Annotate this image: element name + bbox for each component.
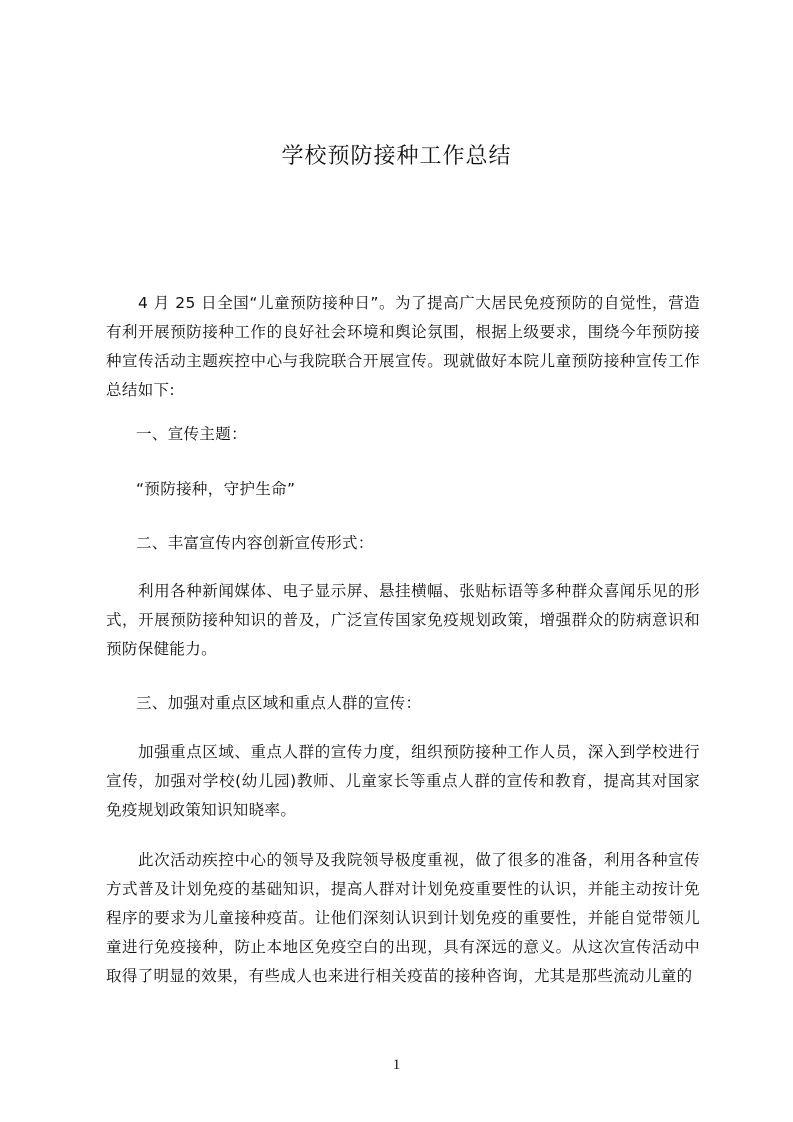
section-3-paragraph: 加强重点区域、重点人群的宣传力度，组织预防接种工作人员，深入到学校进行宣传，加强对学校(幼儿园)教师、儿童家长等重点人群的宣传和教育，提高其对国家免疫规划政策知识知晓率。 (106, 743, 700, 819)
section-1-heading: 一、宣传主题： (136, 425, 247, 443)
section-1-theme: “预防接种，守护生命” (136, 480, 296, 498)
section-3-heading: 三、加强对重点区域和重点人群的宣传： (136, 694, 422, 712)
document-title: 学校预防接种工作总结 (281, 144, 512, 169)
section-2-heading: 二、丰富宣传内容创新宣传形式： (136, 534, 374, 552)
closing-paragraph: 此次活动疾控中心的领导及我院领导极度重视，做了很多的准备，利用各种宣传方式普及计划免疫的基础知识，提高人群对计划免疫重要性的认识，并能主动按计免程序的要求为儿童接种疫苗。让他们深刻认识到计划免疫的重要性，并能自觉带领儿童进行免疫接种，防止本地区免疫空白的出现，具有深远的意义。从这次宣传活动中取得了明显的效果，有些成人也来进行相关疫苗的接种咨询，尤其是那些流动儿童的 (106, 851, 700, 985)
page-number: 1 (392, 1057, 401, 1073)
section-2-paragraph: 利用各种新闻媒体、电子显示屏、悬挂横幅、张贴标语等多种群众喜闻乐见的形式，开展预防接种知识的普及，广泛宣传国家免疫规划政策，增强群众的防病意识和预防保健能力。 (106, 582, 700, 658)
intro-paragraph: 4 月 25 日全国“儿童预防接种日”。为了提高广大居民免疫预防的自觉性，营造有利开展预防接种工作的良好社会环境和舆论氛围，根据上级要求，围绕今年预防接种宣传活动主题疾控中心与我院联合开展宣传。现就做好本院儿童预防接种宣传工作总结如下: (106, 294, 700, 399)
